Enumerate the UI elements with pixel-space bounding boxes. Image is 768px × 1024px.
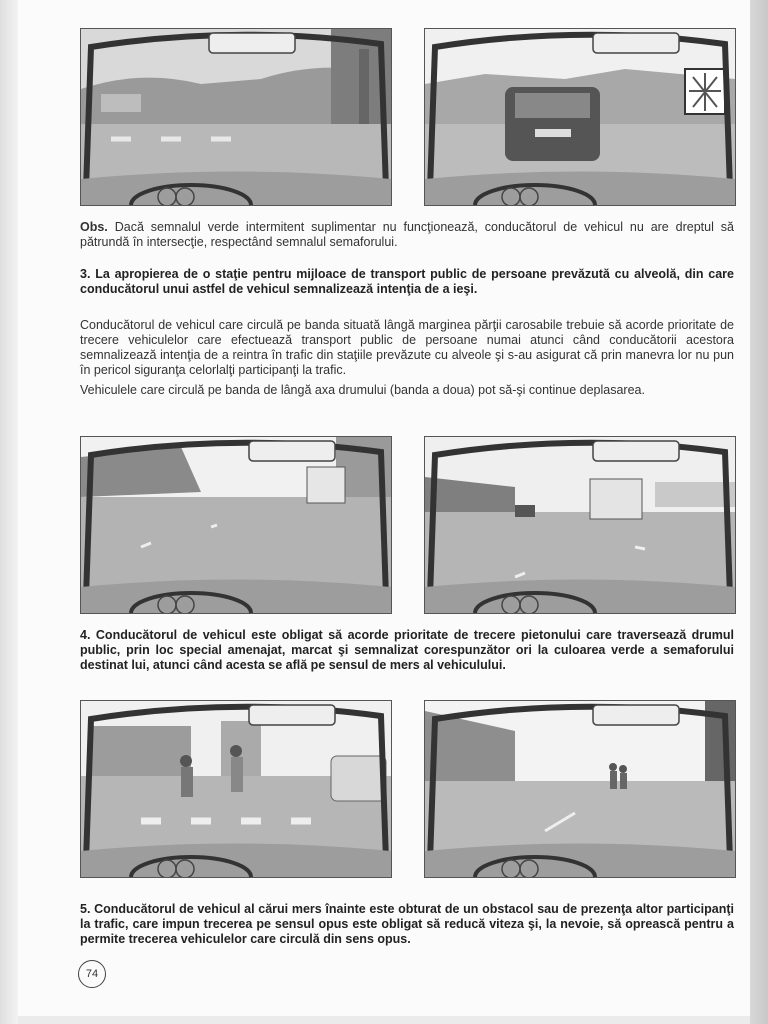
obs-label: Obs. xyxy=(80,220,108,234)
obs-note xyxy=(80,220,734,250)
photo-bus-stop-left xyxy=(80,436,392,614)
section-3-paragraph-2: Vehiculele care circulă pe banda de lângă axa drumului (banda a doua) pot să-şi continue deplasarea. xyxy=(80,383,645,397)
page-gutter xyxy=(0,0,18,1024)
photo-intersection-green-light xyxy=(80,28,392,206)
section-3-paragraph-1: Conducătorul de vehicul care circulă pe banda situată lângă marginea părţii carosabile trebuie să acorde prioritate de trecere vehiculelor care efectuează transport public de persoane numai atunci când conducătorii acestora semnalizează intenţia de a reintra în trafic din staţiile prevăzute cu alveole şi s-au asigurat că prin manevra lor nu pun în pericol siguranţa celorlalţi participanţi la trafic. xyxy=(80,318,734,377)
photo-bus-stop-right xyxy=(424,436,736,614)
photo-road-obstacle xyxy=(424,700,736,878)
photo-pedestrian-crossing xyxy=(80,700,392,878)
page-edge xyxy=(750,0,768,1024)
section-5-heading: 5. Conducătorul de vehicul al cărui mers înainte este obturat de un obstacol sau de prezenţa altor participanţi la trafic, care impun trecerea pe sensul opus este obligat să reducă viteza şi, la nevoie, să oprească pentru a permite trecerea vehiculelor care circulă din sens opus. xyxy=(80,902,734,946)
section-4-heading: 4. Conducătorul de vehicul este obligat să acorde prioritate de trecere pietonului care traversează drumul public, prin loc special amenajat, marcat şi semnalizat corespunzător ori la culoarea verde a semaforului destinat lui, atunci când acesta se află pe sensul de mers al vehiculului. xyxy=(80,628,734,672)
photo-car-ahead xyxy=(424,28,736,206)
obs-text: Dacă semnalul verde intermitent suplimentar nu funcţionează, conducătorul de vehicul nu are dreptul să pătrundă în intersecţie, respectând semnalul semaforului. xyxy=(80,220,734,249)
page-number: 74 xyxy=(78,960,106,988)
section-3-heading: 3. La apropierea de o staţie pentru mijloace de transport public de persoane prevăzută cu alveolă, din care conducătorul unui astfel de vehicul semnalizează intenţia de a ieşi. xyxy=(80,267,734,296)
